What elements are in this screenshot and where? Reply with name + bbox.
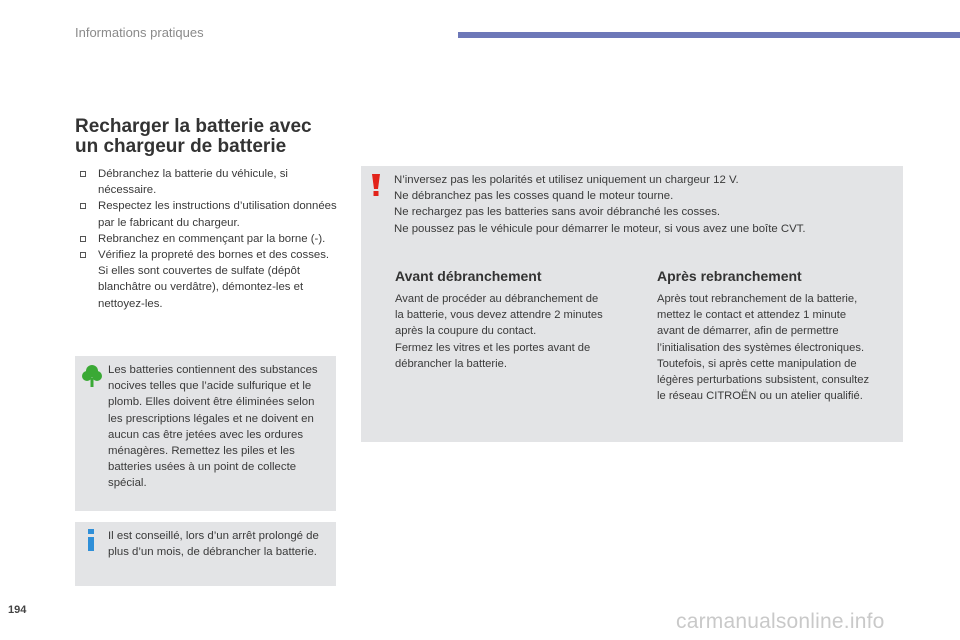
step-text: Vérifiez la propreté des bornes et des cosses. Si elles sont couvertes de sulfate (dépôt blanchâtre ou verdâtre), démontez-les et nettoyez-les. [98, 249, 330, 310]
step-item [75, 231, 337, 247]
info-note-text: Il est conseillé, lors d’un arrêt prolongé de plus d’un mois, de débrancher la batterie. [108, 530, 319, 559]
step-text: Débranchez la batterie du véhicule, si nécessaire. [98, 168, 288, 197]
page-title [75, 117, 345, 157]
exclamation-icon [370, 173, 382, 197]
step-text: Rebranchez en commençant par la borne (-). [98, 232, 326, 245]
page-number: 194 [8, 604, 27, 616]
eco-note-text: Les batteries contiennent des substances nocives telles que l’acide sulfurique et le plomb. Elles doivent être éliminées selon les prescriptions légales et ne doivent en aucun cas être jetées avec les ordures ménagères. Remettez les piles et les batteries usées à un point de collecte spécial. [108, 364, 318, 490]
apres-text: Après tout rebranchement de la batterie, mettez le contact et attendez 1 minute avant de démarrer, afin de permettre l’initialisation des systèmes électroniques. Toutefois, si après cette manipulation de légères perturbations subsistent, consultez le réseau CITROËN ou un atelier qualifié. [657, 293, 870, 403]
header-accent-bar [458, 32, 960, 38]
step-text: Respectez les instructions d’utilisation données par le fabricant du chargeur. [98, 200, 337, 229]
avant-text: Avant de procéder au débranchement de la batterie, vous devez attendre 2 minutes après la coupure du contact. Fermez les vitres et les portes avant de débrancher la batterie. [395, 293, 603, 370]
page-title-line-2: un chargeur de batterie [75, 136, 287, 157]
page-title-line-1: Recharger la batterie avec [75, 116, 312, 137]
checkbox-bullet-icon [80, 236, 86, 242]
warning-text: N’inversez pas les polarités et utilisez uniquement un chargeur 12 V. Ne débranchez pas les cosses quand le moteur tourne. Ne rechargez pas les batteries sans avoir débranché les cosses. Ne poussez pas le véhicule pour démarrer le moteur, si vous avez une boîte CVT. [394, 174, 806, 235]
step-item [75, 198, 337, 230]
info-note-box [75, 522, 336, 586]
checkbox-bullet-icon [80, 252, 86, 258]
checkbox-bullet-icon [80, 203, 86, 209]
step-item [75, 247, 337, 312]
apres-title: Après rebranchement [657, 268, 802, 284]
section-title: Informations pratiques [75, 25, 204, 40]
avant-title: Avant débranchement [395, 268, 542, 284]
tree-icon [82, 364, 102, 388]
info-icon [84, 528, 98, 552]
checkbox-bullet-icon [80, 171, 86, 177]
step-item [75, 166, 337, 198]
steps-list [75, 166, 337, 312]
eco-note-box [75, 356, 336, 511]
watermark: carmanualsonline.info [676, 610, 885, 633]
warning-box [361, 166, 903, 442]
